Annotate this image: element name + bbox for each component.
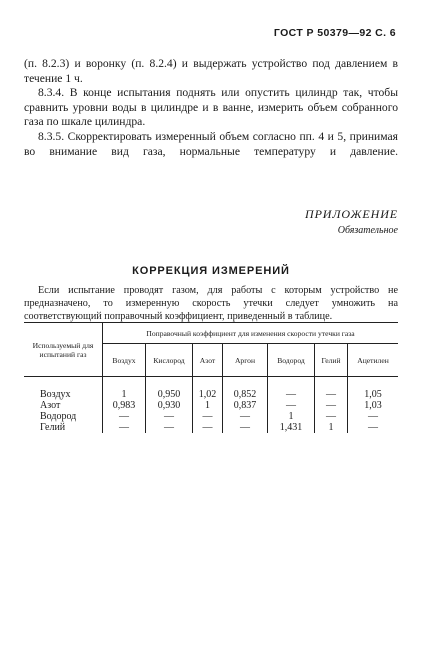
gas-name-cell: Воздух xyxy=(24,377,103,401)
value-cell: 1 xyxy=(315,422,348,433)
gas-name-cell: Гелий xyxy=(24,422,103,433)
column-header: Водород xyxy=(268,344,315,377)
value-cell: — xyxy=(223,422,268,433)
value-cell: 1 xyxy=(268,411,315,422)
value-cell: — xyxy=(146,422,193,433)
value-cell: 1,431 xyxy=(268,422,315,433)
paragraph-3: 8.3.5. Скорректировать измеренный объем согласно пп. 4 и 5, принимая во внимание вид газа, нормальные температуру и давление. xyxy=(24,129,398,158)
value-cell: — xyxy=(315,400,348,411)
value-cell: 0,930 xyxy=(146,400,193,411)
value-cell: — xyxy=(315,377,348,401)
coefficient-group-header: Поправочный коэффициент для изменения скорости утечки газа xyxy=(103,323,399,344)
value-cell: 1,03 xyxy=(364,400,382,411)
value-cell: — xyxy=(268,400,315,411)
value-cell: 0,983 xyxy=(103,400,146,411)
correction-table xyxy=(24,322,398,433)
body-text xyxy=(24,57,398,159)
value-cell: — xyxy=(368,411,378,422)
column-header: Гелий xyxy=(315,344,348,377)
gas-name-cell: Водород xyxy=(24,411,103,422)
section-title: КОРРЕКЦИЯ ИЗМЕРЕНИЙ xyxy=(132,265,290,277)
intro-paragraph: Если испытание проводят газом, для работы с которым устройство не предназначено, то измеренную скорость утечки следует умножить на соответствующий поправочный коэффициент, приведенный в таблице. xyxy=(24,285,398,323)
table-row xyxy=(24,377,398,401)
value-cell: 0,852 xyxy=(223,377,268,401)
appendix-subtitle: Обязательное xyxy=(337,225,398,236)
column-header: Кислород xyxy=(146,344,193,377)
value-cell: — xyxy=(268,377,315,401)
gas-name-cell: Азот xyxy=(24,400,103,411)
value-cell: — xyxy=(146,411,193,422)
column-header: Воздух xyxy=(103,344,146,377)
gas-column-header: Используемый для испытаний газ xyxy=(24,323,103,377)
paragraph-1: (п. 8.2.3) и воронку (п. 8.2.4) и выдержать устройство под давлением в течение 1 ч. xyxy=(24,57,398,85)
value-cell: — xyxy=(193,411,223,422)
column-header: Азот xyxy=(193,344,223,377)
value-cell: — xyxy=(193,422,223,433)
value-cell: — xyxy=(368,422,378,433)
value-cell: 1 xyxy=(103,377,146,401)
value-cell: — xyxy=(315,411,348,422)
value-cell: 1,05 xyxy=(364,389,382,400)
intro-text xyxy=(24,284,398,324)
table-row xyxy=(24,400,398,411)
value-cell: 0,837 xyxy=(223,400,268,411)
value-cell: — xyxy=(223,411,268,422)
value-cell: 1,02 xyxy=(193,377,223,401)
table-row xyxy=(24,422,398,433)
value-cell: — xyxy=(103,411,146,422)
value-cell: 1 xyxy=(193,400,223,411)
appendix-label xyxy=(305,207,398,236)
table-row xyxy=(24,411,398,422)
column-header: Аргон xyxy=(223,344,268,377)
appendix-title: ПРИЛОЖЕНИЕ xyxy=(305,207,398,221)
page-header: ГОСТ Р 50379—92 С. 6 xyxy=(273,27,396,39)
value-cell: — xyxy=(103,422,146,433)
column-header: Ацетилен xyxy=(348,344,399,377)
value-cell: 0,950 xyxy=(146,377,193,401)
paragraph-2: 8.3.4. В конце испытания поднять или опустить цилиндр так, чтобы сравнить уровни воды в цилиндре и в ванне, измерить объем собранного газа по шкале цилиндра. xyxy=(24,86,398,129)
